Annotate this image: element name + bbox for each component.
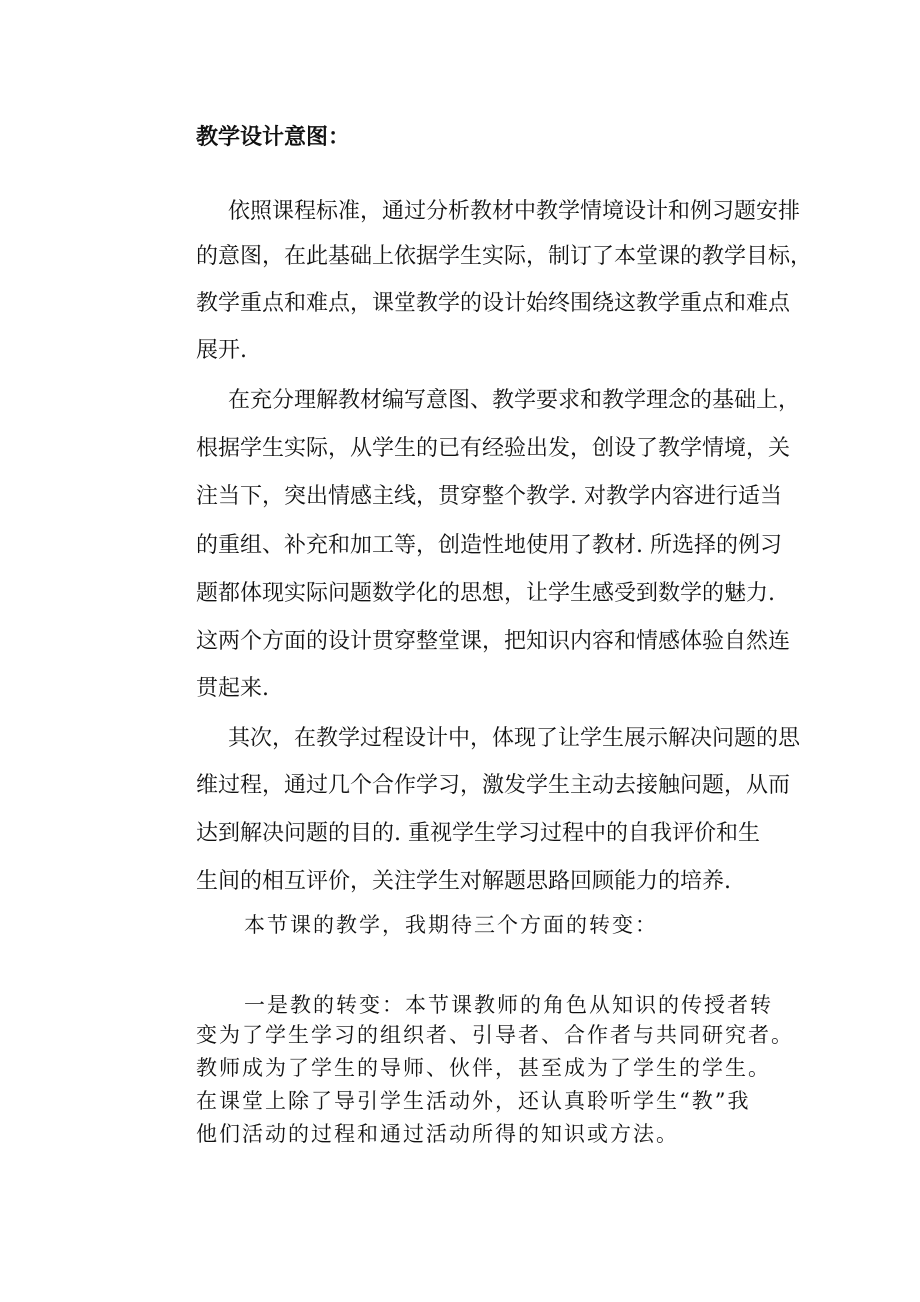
paragraph-1-line-4: 展开. (196, 338, 247, 363)
paragraph-1-line-3: 教学重点和难点，课堂教学的设计始终围绕这教学重点和难点 (196, 291, 791, 316)
paragraph-3-line-2: 维过程，通过几个合作学习，激发学生主动去接触问题，从而 (196, 773, 791, 798)
paragraph-3-line-3: 达到解决问题的目的. 重视学生学习过程中的自我评价和生 (196, 821, 760, 846)
paragraph-4-line-4: 在课堂上除了导引学生活动外，还认真聆听学生“教”我 (196, 1089, 751, 1113)
paragraph-4-line-1: 一是教的转变：本节课教师的角色从知识的传授者转 (244, 993, 773, 1017)
paragraph-1-line-2: 的意图，在此基础上依据学生实际，制订了本堂课的教学目标， (196, 244, 813, 269)
paragraph-2-line-6: 这两个方面的设计贯穿整堂课，把知识内容和情感体验自然连 (196, 629, 791, 654)
paragraph-4-line-3: 教师成为了学生的导师、伙伴，甚至成为了学生的学生。 (196, 1056, 771, 1080)
paragraph-3-line-4: 生间的相互评价，关注学生对解题思路回顾能力的培养. (196, 869, 731, 894)
paragraph-4-line-5: 他们活动的过程和通过活动所得的知识或方法。 (196, 1122, 679, 1146)
paragraph-2-line-3: 注当下，突出情感主线，贯穿整个教学. 对教学内容进行适当 (196, 484, 782, 509)
paragraph-2-line-2: 根据学生实际，从学生的已有经验出发，创设了教学情境，关 (196, 436, 791, 461)
section-heading: 教学设计意图： (196, 124, 351, 150)
paragraph-2-line-7: 贯起来. (196, 676, 269, 701)
paragraph-4-line-2: 变为了学生学习的组织者、引导者、合作者与共同研究者。 (196, 1023, 794, 1047)
paragraph-1-line-1: 依照课程标准，通过分析教材中教学情境设计和例习题安排 (228, 199, 801, 224)
paragraph-3-line-1: 其次，在教学过程设计中，体现了让学生展示解决问题的思 (228, 726, 801, 751)
paragraph-2-line-5: 题都体现实际问题数学化的思想，让学生感受到数学的魅力. (196, 581, 775, 606)
paragraph-2-line-1: 在充分理解教材编写意图、教学要求和教学理念的基础上， (228, 388, 801, 413)
paragraph-2-line-4: 的重组、补充和加工等，创造性地使用了教材. 所选择的例习 (196, 533, 782, 558)
transition-intro: 本节课的教学，我期待三个方面的转变： (244, 913, 658, 937)
